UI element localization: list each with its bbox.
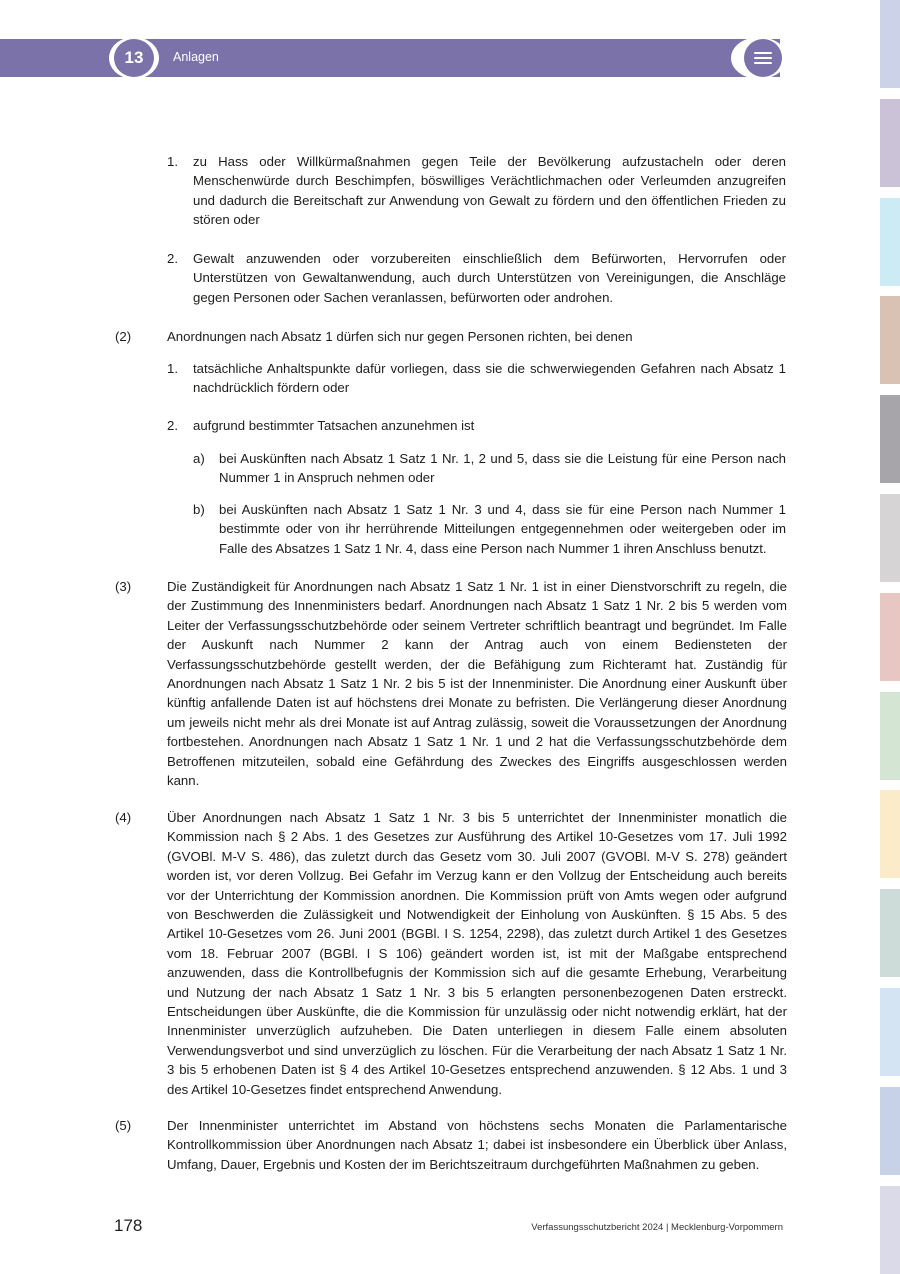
chapter-tab-1[interactable] xyxy=(880,0,900,88)
footer-source: Verfassungsschutzbericht 2024 | Mecklenburg-Vorpommern xyxy=(531,1222,783,1233)
paragraph-marker: (3) xyxy=(115,579,132,594)
hamburger-menu-icon[interactable] xyxy=(744,39,782,77)
chapter-number: 13 xyxy=(114,39,154,77)
chapter-tab-6[interactable] xyxy=(880,494,900,582)
paragraph-marker: (4) xyxy=(115,810,132,825)
chapter-tab-3[interactable] xyxy=(880,198,900,286)
chapter-title[interactable]: Anlagen xyxy=(173,50,219,64)
list-item-text: zu Hass oder Willkürmaßnahmen gegen Teile der Bevölkerung aufzustacheln oder deren Menschenwürde durch Beschimpfen, böswilliges Verächtlichmachen oder Verleumden anzugreifen und dadurch die Bereitschaft zur Anwendung von Gewalt zu fördern und den öffentlichen Frieden zu stören oder xyxy=(193,154,786,228)
chapter-tab-5[interactable] xyxy=(880,395,900,483)
sub-list-marker: a) xyxy=(193,451,205,466)
sub-list-marker: b) xyxy=(193,502,205,517)
chapter-tab-8[interactable] xyxy=(880,692,900,780)
chapter-tab-9[interactable] xyxy=(880,790,900,878)
paragraph-text: Die Zuständigkeit für Anordnungen nach Absatz 1 Satz 1 Nr. 1 ist in einer Dienstvorschrift zu regeln, die der Zustimmung des Innenministers bedarf. Anordnungen nach Absatz 1 Satz 1 Nr. 2 bis 5 werden vom Leiter der Verfassungsschutzbehörde oder seinem Vertreter schriftlich beantragt und begründet. Im Falle der Auskunft nach Nummer 2 kann der Antrag auch von einem Bediensteten der Verfassungsschutzbehörde gestellt werden, der die Befähigung zum Richteramt hat. Zuständig für Anordnungen nach Absatz 1 Satz 1 Nr. 2 bis 5 ist der Innenminister. Die Anordnung einer Auskunft über künftig anfallende Daten ist auf höchstens drei Monate zu befristen. Die Verlängerung dieser Anordnung um jeweils nicht mehr als drei Monate ist auf Antrag zulässig, soweit die Voraussetzungen der Anordnung fortbestehen. Anordnungen nach Absatz 1 Satz 1 Nr. 1 und 2 hat die Verfassungsschutzbehörde dem Betroffenen mitzuteilen, sobald eine Gefährdung des Zweckes des Eingriffs ausgeschlossen werden kann. xyxy=(167,579,787,789)
list-marker: 2. xyxy=(167,418,178,433)
list-marker: 1. xyxy=(167,154,178,169)
chapter-tab-2[interactable] xyxy=(880,99,900,187)
page-number: 178 xyxy=(114,1216,143,1235)
sub-list-item-text: bei Auskünften nach Absatz 1 Satz 1 Nr. 1, 2 und 5, dass sie die Leistung für eine Person nach Nummer 1 in Anspruch nehmen oder xyxy=(219,451,786,486)
chapter-tab-4[interactable] xyxy=(880,296,900,384)
chapter-tab-10[interactable] xyxy=(880,889,900,977)
menu-button-wrapper xyxy=(731,37,787,79)
chapter-tab-12[interactable] xyxy=(880,1087,900,1175)
chapter-tab-11[interactable] xyxy=(880,988,900,1076)
paragraph-marker: (5) xyxy=(115,1118,132,1133)
list-item-text: aufgrund bestimmter Tatsachen anzunehmen ist xyxy=(193,418,475,433)
list-item-text: Gewalt anzuwenden oder vorzubereiten einschließlich dem Befürworten, Hervorrufen oder Unterstützen von Gewaltanwendung, auch durch Unterstützen von Vereinigungen, die Anschläge gegen Personen oder Sachen veranlassen, befürworten oder androhen. xyxy=(193,251,786,305)
sub-list-item-text: bei Auskünften nach Absatz 1 Satz 1 Nr. 3 und 4, dass sie für eine Person nach Nummer 1 bestimmte oder von ihr herrührende Mitteilungen entgegennehmen oder weitergeben oder im Falle des Absatzes 1 Satz 1 Nr. 4, dass eine Person nach Nummer 1 ihren Anschluss benutzt. xyxy=(219,502,786,556)
paragraph-text: Anordnungen nach Absatz 1 dürfen sich nur gegen Personen richten, bei denen xyxy=(167,329,633,344)
list-marker: 2. xyxy=(167,251,178,266)
chapter-tab-7[interactable] xyxy=(880,593,900,681)
paragraph-text: Der Innenminister unterrichtet im Abstand von höchstens sechs Monaten die Parlamentarische Kontrollkommission über Anordnungen nach Absatz 1; dabei ist insbesondere ein Überblick über Anlass, Umfang, Dauer, Ergebnis und Kosten der im Berichtszeitraum durchgeführten Maßnahmen zu geben. xyxy=(167,1118,787,1172)
list-marker: 1. xyxy=(167,361,178,376)
list-item-text: tatsächliche Anhaltspunkte dafür vorliegen, dass sie die schwerwiegenden Gefahren nach Absatz 1 nachdrücklich fördern oder xyxy=(193,361,786,396)
paragraph-text: Über Anordnungen nach Absatz 1 Satz 1 Nr. 3 bis 5 unterrichtet der Innenminister monatlich die Kommission nach § 2 Abs. 1 des Gesetzes zur Ausführung des Artikel 10-Gesetzes vom 17. Juli 1992 (GVOBl. M-V S. 486), das zuletzt durch das Gesetz vom 30. Juli 2007 (GVOBl. M-V S. 278) geändert worden ist, vor deren Vollzug. Bei Gefahr im Verzug kann er den Vollzug der Entscheidung auch bereits vor der Unterrichtung der Kommission anordnen. Die Kommission prüft von Amts wegen oder aufgrund von Beschwerden die Zulässigkeit und Notwendigkeit der Einholung von Auskünften. § 15 Abs. 5 des Artikel 10-Gesetzes vom 26. Juni 2001 (BGBl. I S. 1254, 2298), das zuletzt durch Artikel 1 des Gesetzes vom 18. Februar 2007 (BGBl. I S 106) geändert worden ist, ist mit der Maßgabe entsprechend anzuwenden, dass die Kontrollbefugnis der Kommission sich auf die gesamte Erhebung, Verarbeitung und Nutzung der nach Absatz 1 Satz 1 Nr. 3 bis 5 erlangten personenbezogenen Daten erstreckt. Entscheidungen über Auskünfte, die die Kommission für unzulässig oder nicht notwendig erklärt, hat der Innenminister unverzüglich aufzuheben. Die Daten unterliegen in diesem Falle einem absoluten Verwendungsverbot und sind unverzüglich zu löschen. Für die Verarbeitung der nach Absatz 1 Satz 1 Nr. 3 bis 5 erhobenen Daten ist § 4 des Artikel 10-Gesetzes entsprechend anzuwenden. § 12 Abs. 1 und 3 des Artikel 10-Gesetzes findet entsprechend Anwendung. xyxy=(167,810,787,1097)
chapter-tab-13[interactable] xyxy=(880,1186,900,1274)
paragraph-marker: (2) xyxy=(115,329,132,344)
chapter-badge xyxy=(109,37,159,79)
